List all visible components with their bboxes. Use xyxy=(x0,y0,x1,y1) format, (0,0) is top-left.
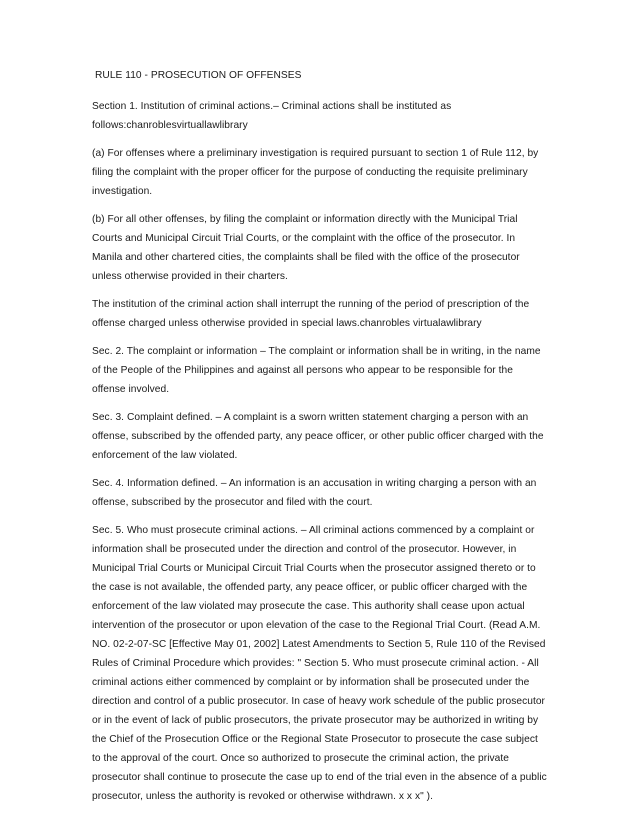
section-1-item-a: (a) For offenses where a preliminary investigation is required pursuant to section 1 of Rule 112, by filing the complaint with the proper officer for the purpose of conducting the requisite preliminary investigation. xyxy=(92,148,539,197)
section-2: Sec. 2. The complaint or information – The complaint or information shall be in writing, in the name of the People of the Philippines and against all persons who appear to be responsible for the offense involved. xyxy=(92,346,541,395)
document-page xyxy=(92,66,548,815)
section-1-prescription: The institution of the criminal action shall interrupt the running of the period of prescription of the offense charged unless otherwise provided in special laws.chanrobles virtualawlibrary xyxy=(92,299,530,329)
section-4: Sec. 4. Information defined. – An information is an accusation in writing charging a person with an offense, subscribed by the prosecutor and filed with the court. xyxy=(92,478,537,508)
section-1-item-b: (b) For all other offenses, by filing the complaint or information directly with the Municipal Trial Courts and Municipal Circuit Trial Courts, or the complaint with the office of the prosecutor. In Manila and other chartered cities, the complaints shall be filed with the office of the prosecutor unless otherwise provided in their charters. xyxy=(92,214,520,282)
document-title: RULE 110 - PROSECUTION OF OFFENSES xyxy=(95,70,302,81)
section-5: Sec. 5. Who must prosecute criminal actions. – All criminal actions commenced by a complaint or information shall be prosecuted under the direction and control of the prosecutor. However, in Municipal Trial Courts or Municipal Circuit Trial Courts when the prosecutor assigned thereto or to the case is not available, the offended party, any peace officer, or public officer charged with the enforcement of the law violated may prosecute the case. This authority shall cease upon actual intervention of the prosecutor or upon elevation of the case to the Regional Trial Court. (Read A.M. NO. 02-2-07-SC [Effective May 01, 2002] Latest Amendments to Section 5, Rule 110 of the Revised Rules of Criminal Procedure which provides: " Section 5. Who must prosecute criminal action. - All criminal actions either commenced by complaint or by information shall be prosecuted under the direction and control of a public prosecutor. In case of heavy work schedule of the public prosecutor or in the event of lack of public prosecutors, the private prosecutor may be authorized in writing by the Chief of the Prosecution Office or the Regional State Prosecutor to prosecute the case subject to the approval of the court. Once so authorized to prosecute the criminal action, the private prosecutor shall continue to prosecute the case up to end of the trial even in the absence of a public prosecutor, unless the authority is revoked or otherwise withdrawn. x x x" ). xyxy=(92,525,547,802)
section-3: Sec. 3. Complaint defined. – A complaint is a sworn written statement charging a person with an offense, subscribed by the offended party, any peace officer, or other public officer charged with the enforcement of the law violated. xyxy=(92,412,544,461)
section-1-intro: Section 1. Institution of criminal actions.– Criminal actions shall be instituted as follows:chanroblesvirtuallawlibrary xyxy=(92,101,452,131)
